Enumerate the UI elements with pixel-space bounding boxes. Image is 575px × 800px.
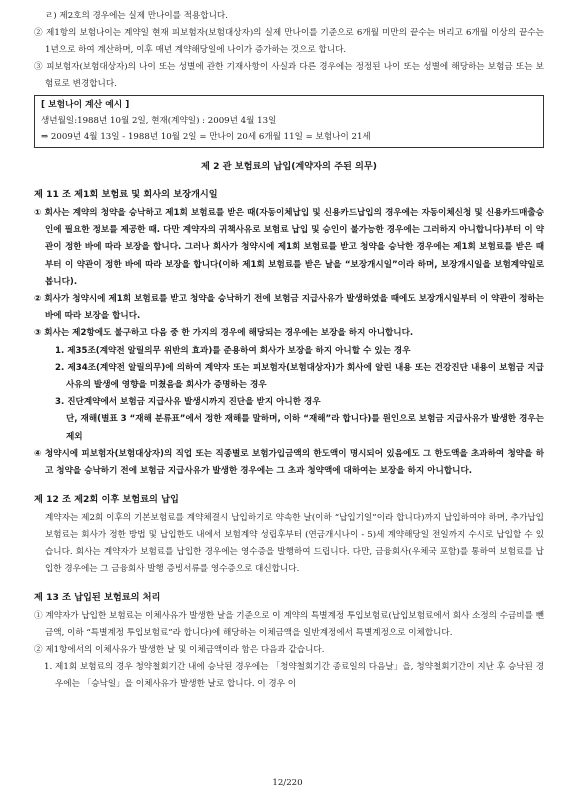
article-12-para-1: 계약자는 제2회 이후의 기본보험료를 계약체결시 납입하기로 약속한 날(이하 “납입기일”이라 합니다)까지 납입하여야 하며, 추가납입보험료는 회사가 정한 방법 및 납입한도 내에서 보험계약 성립후부터 (연금개시나이 - 5)세 계약해당일 전일까지 수시로 납입할 수 있습니다. 회사는 계약자가 보험료를 납입한 경우에는 영수증을 발행하여 드립니다. 다만, 금융회사(우체국 포함)를 통하여 보험료를 납입한 경우에는 그 금융회사 발행 증빙서류를 영수증으로 대신합니다.	[45, 513, 544, 575]
age-correction-paragraph: ③ 피보험자(보험대상자)의 나이 또는 성별에 관한 기재사항이 사실과 다른 경우에는 정정된 나이 또는 성별에 해당하는 보험금 또는 보험료로 변경합니다.	[34, 62, 544, 89]
article-11-item-1: 1. 제35조(계약전 알릴의무 위반의 효과)를 준용하여 회사가 보장을 하지 아니할 수 있는 경우	[55, 345, 411, 356]
example-box-title: [ 보험나이 계산 예시 ]	[41, 100, 130, 110]
note-line: ㄹ) 제2호의 경우에는 실제 만나이를 적용합니다.	[45, 11, 228, 21]
article-11-title: 제 11 조 제1회 보험료 및 회사의 보장개시일	[34, 189, 218, 200]
example-box	[34, 95, 544, 148]
page-number: 12/220	[272, 778, 303, 788]
document-page	[34, 8, 544, 693]
article-11-para-2: ② 회사가 청약시에 제1회 보험료를 받고 청약을 승낙하기 전에 보험금 지급사유가 발생하였을 때에도 보장개시일부터 이 약관이 정하는 바에 따라 보장을 합니다.	[34, 294, 544, 322]
age-calc-paragraph: ② 제1항의 보험나이는 계약일 현재 피보험자(보험대상자)의 실제 만나이를 기준으로 6개월 미만의 끝수는 버리고 6개월 이상의 끝수는 1년으로 하여 계산하며, 이후 매년 계약해당일에 나이가 증가하는 것으로 합니다.	[34, 28, 544, 55]
article-12-title: 제 12 조 제2회 이후 보험료의 납입	[34, 494, 179, 506]
article-11-para-1: ① 회사는 계약의 청약을 승낙하고 제1회 보험료를 받은 때(자동이체납입 및 신용카드납입의 경우에는 자동이체신청 및 신용카드매출승인에 필요한 정보를 제공한 때. 다만 계약자의 귀책사유로 보험료 납입 및 승인이 불가능한 경우에는 그러하지 아니합니다)부터 이 약관이 정한 바에 따라 보장을 합니다. 그러나 회사가 청약시에 제1회 보험료를 받고 청약을 승낙한 경우에는 제1회 보험료를 받은 때부터 이 약관이 정한 바에 따라 보장을 합니다(이하 제1회 보험료를 받은 날을 “보장개시일”이라 하며, 보장개시일을 보험계약일로 봅니다).	[34, 208, 544, 287]
article-13-para-2: ② 제1항에서의 이체사유가 발생한 날 및 이체금액이라 함은 다음과 같습니다.	[34, 645, 325, 656]
article-13-title: 제 13 조 납입된 보험료의 처리	[34, 592, 161, 604]
article-11-item-3: 3. 진단계약에서 보험금 지급사유 발생시까지 진단을 받지 아니한 경우	[55, 397, 321, 408]
example-birth-line: 생년월일:1988년 10월 2일, 현재(계약일) : 2009년 4월 13일	[41, 116, 277, 126]
section-title: 제 2 관 보험료의 납입(계약자의 주된 의무)	[201, 161, 377, 172]
article-11-item-3-note: 단, 재해(별표 3 “재해 분류표”에서 정한 재해를 말하며, 이하 “재해”라 합니다)를 원인으로 보험금 지급사유가 발생한 경우는 제외	[66, 414, 545, 442]
example-result-line: ⇒ 2009년 4월 13일 - 1988년 10월 2일 = 만나이 20세 6개월 11일 = 보험나이 21세	[41, 132, 371, 142]
article-11-para-4: ④ 청약시에 피보험자(보험대상자)의 직업 또는 직종별로 보험가입금액의 한도액이 명시되어 있음에도 그 한도액을 초과하여 청약을 하고 청약을 승낙하기 전에 보험금 지급사유가 발생한 경우에는 그 초과 청약액에 대하여는 보장을 하지 아니합니다.	[34, 448, 544, 477]
article-13-item-1: 1. 제1회 보험료의 경우 청약철회기간 내에 승낙된 경우에는 「청약철회기간 종료일의 다음날」을, 청약철회기간이 지난 후 승낙된 경우에는 「승낙일」을 이체사유가 발생한 날로 합니다. 이 경우 이	[44, 662, 544, 690]
article-11-item-2: 2. 제34조(계약전 알릴의무)에 의하여 계약자 또는 피보험자(보험대상자)가 회사에 알린 내용 또는 건강진단 내용이 보험금 지급사유의 발생에 영향을 미쳤음을 회사가 증명하는 경우	[55, 362, 544, 391]
article-13-para-1: ① 계약자가 납입한 보험료는 이체사유가 발생한 날을 기준으로 이 계약의 특별계정 투입보험료(납입보험료에서 회사 소정의 수금비를 뺀 금액, 이하 “특별계정 투입보험료”라 합니다)에 해당하는 이체금액을 일반계정에서 특별계정으로 이체합니다.	[34, 611, 544, 639]
article-11-para-3: ③ 회사는 제2항에도 불구하고 다음 중 한 가지의 경우에 해당되는 경우에는 보장을 하지 아니합니다.	[34, 328, 414, 339]
